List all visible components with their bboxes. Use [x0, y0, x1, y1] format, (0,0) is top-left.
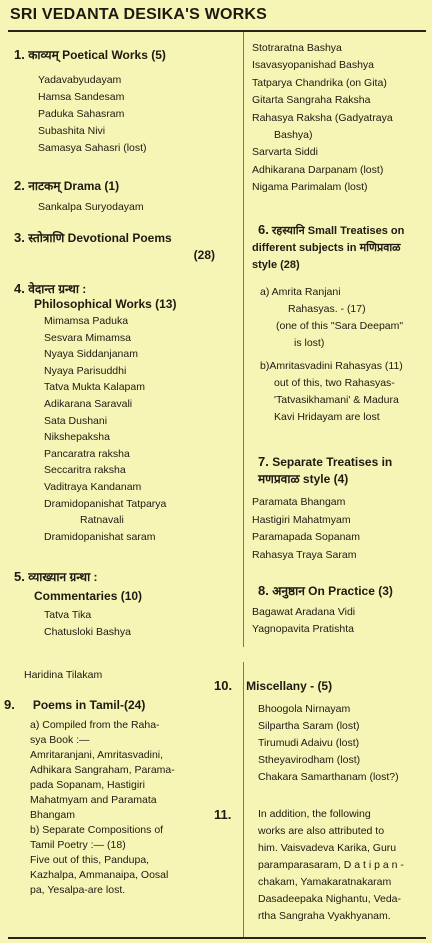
list-item: Paramata Bhangam — [252, 496, 346, 508]
text-line: b)Amritasvadini Rahasyas (11) — [260, 360, 403, 372]
bottom-rule — [8, 937, 426, 939]
list-item: Subashita Nivi — [38, 125, 106, 137]
section-heading: स्तोत्राणि Devotional Poems — [28, 231, 172, 245]
section-heading: काव्यम् Poetical Works (5) — [28, 48, 166, 62]
section-heading: वेदान्त ग्रन्था : — [28, 282, 87, 296]
text-line: Tamil Poetry :— (18) — [30, 839, 126, 851]
section-poetical — [14, 46, 239, 157]
list-item: Mimamsa Paduka — [44, 315, 129, 327]
text-line: Five out of this, Pandupa, — [30, 854, 150, 866]
section-commentaries — [14, 568, 239, 641]
section-heading-line: मणप्रवाळ style (4) — [258, 472, 349, 486]
list-item: Nyaya Siddanjanam — [44, 348, 138, 361]
text-line: pada Sopanam, Hastigiri — [30, 779, 145, 791]
list-item: Nikshepaksha — [44, 431, 110, 444]
text-line: sya Book :— — [30, 734, 90, 746]
section-devotional — [14, 229, 239, 264]
section-heading: नाटकम् Drama (1) — [28, 179, 120, 193]
section-heading-line: style (28) — [252, 259, 300, 271]
section-miscellany — [214, 677, 428, 786]
section-subheading: Commentaries (10) — [34, 589, 143, 603]
text-line: paramparasaram, D a t i p a n - — [258, 859, 404, 871]
haridina-item: Haridina Tilakam — [24, 669, 103, 681]
section-number: 4. — [14, 281, 25, 296]
text-line: Rahasyas. - (17) — [288, 303, 366, 315]
list-item: Gitarta Sangraha Raksha — [252, 94, 371, 107]
list-item: Tatva Tika — [44, 609, 92, 621]
tamil-details — [4, 718, 238, 898]
section-number: 7. — [258, 454, 269, 469]
list-item: Dramidopanishat Tatparya — [44, 497, 167, 510]
list-item: Samasya Sahasri (lost) — [38, 142, 147, 154]
section-philosophical — [14, 280, 239, 545]
text-line: works are also attributed to — [258, 825, 385, 837]
section-number: 8. — [258, 583, 269, 598]
list-item: Dramidopanishat saram — [44, 530, 156, 543]
section-subheading: Philosophical Works (13) — [34, 297, 177, 311]
item-list — [252, 604, 428, 638]
text-line: him. Vaisvadeva Karika, Guru — [258, 842, 397, 854]
list-item: Vaditraya Kandanam — [44, 480, 142, 493]
text-line: Mahatmyam and Paramata — [30, 794, 157, 806]
text-line: (one of this "Sara Deepam" — [276, 320, 404, 332]
list-item: Adhikarana Darpanam (lost) — [252, 163, 384, 176]
section-number: 5. — [14, 569, 25, 584]
list-item: Rahasya Traya Saram — [252, 548, 357, 561]
section-number: 1. — [14, 47, 25, 62]
item-list — [14, 72, 239, 157]
list-item: Bashya) — [274, 129, 313, 142]
title-rule — [8, 30, 426, 32]
list-item: Sesvara Mimamsa — [44, 331, 131, 344]
section-drama — [14, 177, 239, 216]
list-item: Sarvarta Siddi — [252, 146, 318, 159]
section-heading: व्याख्यान ग्रन्था : — [28, 570, 98, 584]
list-item: Ratnavali — [80, 514, 124, 527]
text-line: Kavi Hridayam are lost — [274, 411, 380, 423]
list-item: Paduka Sahasram — [38, 108, 125, 120]
item-list — [14, 607, 239, 641]
text-line: is lost) — [294, 337, 325, 349]
list-item: Adikarana Saravali — [44, 397, 133, 410]
list-item: Stotraratna Bashya — [252, 42, 342, 54]
section-heading: Separate Treatises in — [272, 455, 393, 469]
list-item: Rahasya Raksha (Gadyatraya — [252, 111, 393, 124]
text-line: chakam, Yamakaratnakaram — [258, 876, 392, 888]
section-heading: Poems in Tamil-(24) — [32, 698, 146, 712]
section-number: 9. — [4, 697, 15, 712]
list-item: Paramapada Sopanam — [252, 531, 360, 543]
list-item: Nyaya Parisuddhi — [44, 364, 127, 377]
list-item: Chakara Samarthanam (lost?) — [258, 771, 399, 783]
text-line: Bhangam — [30, 809, 75, 821]
section-number: 6. — [258, 222, 269, 237]
column-divider-top — [243, 32, 244, 647]
list-item: Yadavabyudayam — [38, 74, 122, 86]
list-item: Bhoogola Nirnayam — [258, 703, 351, 715]
text-line: 'Tatvasikhamani' & Madura — [274, 394, 399, 406]
list-item: Yagnopavita Pratishta — [252, 623, 354, 635]
section-practice — [252, 582, 428, 638]
list-item: Silpartha Saram (lost) — [258, 720, 360, 732]
text-line: b) Separate Compositions of — [30, 824, 164, 836]
text-line: Amritaranjani, Amritasvadini, — [30, 749, 164, 761]
list-item: Isavasyopanishad Bashya — [252, 59, 374, 72]
list-item: Sata Dushani — [44, 414, 108, 427]
section-number: 2. — [14, 178, 25, 193]
list-item: Bagawat Aradana Vidi — [252, 606, 356, 618]
additional-text — [214, 806, 428, 925]
item-list — [214, 701, 428, 786]
list-item: Tatva Mukta Kalapam — [44, 381, 145, 394]
text-line: out of this, two Rahasyas- — [274, 377, 395, 389]
text-line: a) Amrita Ranjani — [260, 286, 341, 298]
list-item: Pancaratra raksha — [44, 447, 130, 460]
list-item: Seccaritra raksha — [44, 464, 126, 477]
continued-list — [252, 40, 428, 197]
section-heading: अनुष्ठान On Practice (3) — [272, 584, 393, 598]
treatise-details — [252, 284, 430, 426]
list-item: Hastigiri Mahatmyam — [252, 513, 351, 526]
list-item: Chatusloki Bashya — [44, 626, 131, 638]
section-tamil — [4, 696, 238, 898]
list-item: Sankalpa Suryodayam — [38, 201, 144, 213]
text-line: In addition, the following — [258, 808, 371, 820]
text-line: Kazhalpa, Ammanaipa, Oosal — [30, 869, 169, 881]
section-number: 3. — [14, 230, 25, 245]
section-count: (28) — [193, 248, 215, 262]
list-item: Hamsa Sandesam — [38, 91, 125, 103]
list-item: Tatparya Chandrika (on Gita) — [252, 76, 387, 89]
section-number: 10. — [214, 678, 233, 693]
page-title: SRI VEDANTA DESIKA'S WORKS — [10, 6, 268, 23]
text-line: rtha Sangraha Vyakhyanam. — [258, 910, 391, 922]
text-line: pa, Yesalpa-are lost. — [30, 884, 126, 896]
section-separate-treatises — [252, 453, 428, 564]
section-heading: Miscellany - (5) — [246, 679, 333, 693]
section-heading: रहस्यानि Small Treatises on — [271, 225, 405, 237]
item-list — [252, 494, 428, 564]
list-item: Stheyavirodham (lost) — [258, 754, 361, 766]
item-list — [14, 313, 239, 545]
text-line: Adhikara Sangraham, Parama- — [30, 764, 175, 776]
section-small-treatises — [252, 221, 430, 426]
section-additional — [214, 806, 428, 925]
list-item: Nigama Parimalam (lost) — [252, 181, 368, 194]
list-item: Tirumudi Adaivu (lost) — [258, 737, 360, 749]
section-number: 11. — [214, 807, 232, 822]
text-line: Dasadeepaka Nighantu, Veda- — [258, 893, 402, 905]
text-line: a) Compiled from the Raha- — [30, 719, 160, 731]
section-heading-line: different subjects in मणिप्रवाळ — [252, 242, 401, 254]
